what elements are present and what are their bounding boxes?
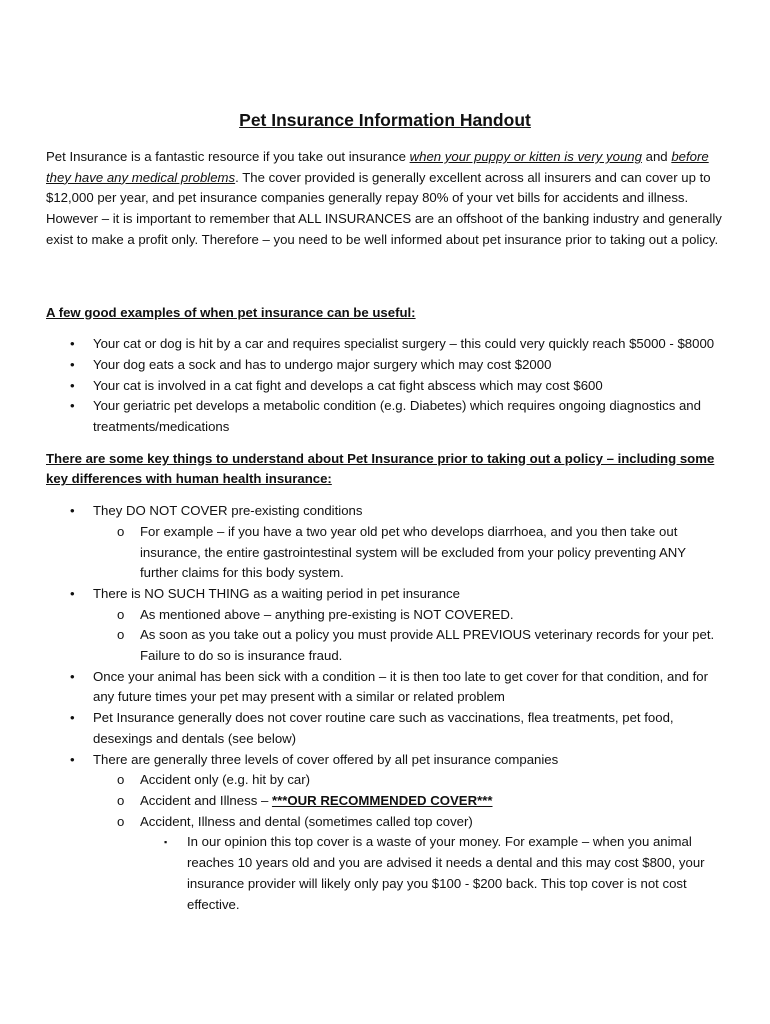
circle-marker: o [117,627,125,643]
sub-item-text: Accident, Illness and dental (sometimes called top cover) [140,813,473,829]
example-text: Your cat or dog is hit by a car and requires specialist surgery – this could very quickly reach $5000 - $8000 [93,336,715,352]
list-item [46,501,726,584]
examples-heading: A few good examples of when pet insurance can be useful: [46,304,416,320]
list-item [46,376,726,397]
sub-list-item [93,791,726,812]
circle-marker: o [117,523,125,539]
example-text: Your dog eats a sock and has to undergo major surgery which may cost $2000 [93,356,552,372]
intro-paragraph [46,147,726,251]
sub-list [93,522,726,584]
sub-sub-item-text: In our opinion this top cover is a waste of your money. For example – when you animal reaches 10 years old and you are advised it needs a dental and this may cost $800, your insurance provider will likely only pay you $100 - $200 back. This top cover is not cost effective. [187,834,705,912]
list-item [46,334,726,355]
bullet-marker: • [70,585,75,601]
intro-text-3: . The cover provided is generally excellent across all insurers and can cover up to $12,000 per year, and pet insurance companies generally repay 80% of your vet bills for accidents and illness. However – it is important to remember that ALL INSURANCES are an offshoot of the banking industry and generally exist to make a profit only. Therefore – you need to be well informed about pet insurance prior to taking out a policy. [46,169,722,247]
sub-item-text: Accident and Illness – [140,792,272,808]
sub-item-text: For example – if you have a two year old pet who develops diarrhoea, and you then take out insurance, the entire gastrointestinal system will be excluded from your policy preventing ANY further claims for this body system. [140,523,686,581]
recommended-cover-label: ***OUR RECOMMENDED COVER*** [271,792,493,808]
key-thing-text: There are generally three levels of cover offered by all pet insurance companies [93,751,559,767]
key-thing-text: Once your animal has been sick with a condition – it is then too late to get cover for that condition, and for any future times your pet may present with a similar or related problem [93,668,709,705]
list-item [46,667,726,708]
sub-item-text: As mentioned above – anything pre-existing is NOT COVERED. [140,606,514,622]
key-thing-text: There is NO SUCH THING as a waiting period in pet insurance [93,585,460,601]
key-things-list [46,501,726,915]
sub-list-item [93,625,726,666]
sub-list [93,770,726,915]
sub-list-item [93,812,726,916]
list-item [46,584,726,667]
bullet-marker: • [70,398,75,414]
document-title: Pet Insurance Information Handout [239,110,531,130]
bullet-marker: • [70,710,75,726]
list-item [46,396,726,437]
example-text: Your geriatric pet develops a metabolic condition (e.g. Diabetes) which requires ongoing diagnostics and treatments/medications [93,398,701,435]
sub-item-text: Accident only (e.g. hit by car) [140,772,311,788]
list-item [46,750,726,916]
intro-text-2: and [641,149,672,164]
bullet-marker: • [70,336,75,352]
bullet-marker: • [70,356,75,372]
key-things-heading: There are some key things to understand about Pet Insurance prior to taking out a policy – including some key differences with human health insurance: [46,450,715,487]
circle-marker: o [117,772,125,788]
list-item [46,355,726,376]
bullet-marker: • [70,668,75,684]
circle-marker: o [117,606,125,622]
sub-list-item [93,605,726,626]
key-thing-text: They DO NOT COVER pre-existing conditions [93,503,363,519]
square-marker: ▪ [164,837,168,848]
circle-marker: o [117,792,125,808]
examples-list [46,334,726,438]
circle-marker: o [117,813,125,829]
bullet-marker: • [70,751,75,767]
intro-emphasis-1: when your puppy or kitten is very young [409,149,642,164]
example-text: Your cat is involved in a cat fight and develops a cat fight abscess which may cost $600 [93,377,603,393]
list-item [46,708,726,749]
intro-text-1: Pet Insurance is a fantastic resource if you take out insurance [46,149,410,164]
sub-list-item [93,770,726,791]
bullet-marker: • [70,377,75,393]
key-thing-text: Pet Insurance generally does not cover routine care such as vaccinations, flea treatments, pet food, desexings and dentals (see below) [93,710,674,746]
bullet-marker: • [70,503,75,519]
intro-emphasis-2: before they have any medical problems [46,149,709,185]
document-body [46,147,726,915]
sub-item-text: As soon as you take out a policy you must provide ALL PREVIOUS veterinary records for your pet. Failure to do so is insurance fraud. [140,627,715,664]
sub-list-item [93,522,726,584]
sub-list [93,605,726,667]
sub-sub-list-item [140,832,726,915]
sub-sub-list [140,832,726,915]
